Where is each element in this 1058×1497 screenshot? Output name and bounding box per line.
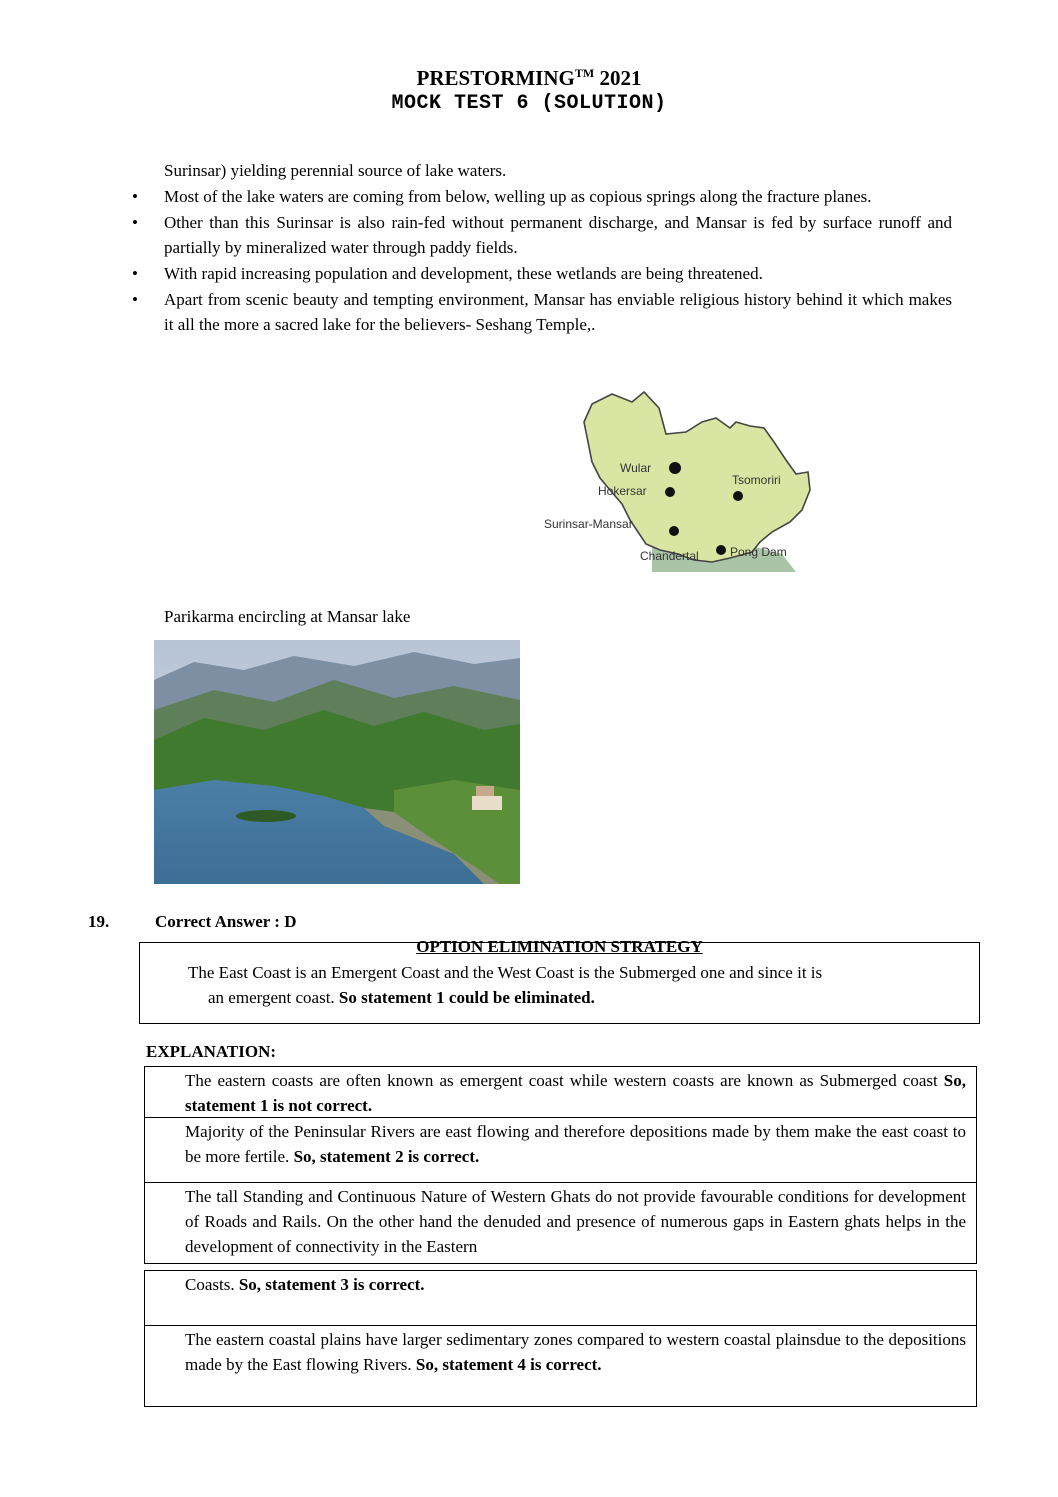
elimination-text-line1: The East Coast is an Emergent Coast and the West Coast is the Submerged one and since it is xyxy=(188,963,823,982)
explanation-row: The tall Standing and Continuous Nature of Western Ghats do not provide favourable conditions for development of Roads and Rails. On the other hand the denuded and presence of numerous gaps in Eastern ghats helps in the development of connectivity in the Eastern xyxy=(144,1182,977,1264)
map-label-tsomoriri: Tsomoriri xyxy=(732,473,781,487)
map-label-surinsar-mansar: Surinsar-Mansar xyxy=(544,517,633,531)
map-label-wular: Wular xyxy=(620,461,652,475)
bullet-item: • Apart from scenic beauty and tempting environment, Mansar has enviable religious history behind it which makes it all the more a sacred lake for the believers- Seshang Temple,. xyxy=(132,287,952,337)
elimination-text-line2: an emergent coast. So statement 1 could be eliminated. xyxy=(208,988,595,1007)
document-title: PRESTORMING™ 2021 xyxy=(416,66,642,90)
elimination-conclusion: So statement 1 could be eliminated. xyxy=(338,988,595,1007)
map-label-hokersar: Hokersar xyxy=(598,484,647,498)
correct-answer: Correct Answer : D xyxy=(155,912,297,931)
bullet-item: • With rapid increasing population and development, these wetlands are being threatened. xyxy=(132,261,952,286)
document-subtitle: MOCK TEST 6 (SOLUTION) xyxy=(391,92,667,115)
hokersar-marker xyxy=(665,487,675,497)
explanation-row: Majority of the Peninsular Rivers are east flowing and therefore depositions made by them make the east coast to be more fertile. So, statement 2 is correct. xyxy=(144,1117,977,1183)
wetlands-map xyxy=(534,382,816,572)
explanation-row: The eastern coasts are often known as emergent coast while western coasts are known as Submerged coast So, statement 1 is not correct. xyxy=(144,1066,977,1118)
bullet-list xyxy=(132,184,952,338)
pong-dam-marker xyxy=(716,545,726,555)
wular-marker xyxy=(669,462,681,474)
elimination-title: OPTION ELIMINATION STRATEGY xyxy=(416,937,703,956)
explanation-row: Coasts. So, statement 3 is correct. xyxy=(144,1270,977,1326)
option-elimination-box xyxy=(139,937,980,1024)
map-label-chandertal: Chandertal xyxy=(640,549,699,563)
tsomoriri-marker xyxy=(733,491,743,501)
bullet-item: • Most of the lake waters are coming from below, welling up as copious springs along the fracture planes. xyxy=(132,184,952,209)
surinsar-mansar-marker xyxy=(669,526,679,536)
mansar-lake-photo xyxy=(154,640,520,884)
question-number: 19. xyxy=(88,912,110,931)
intro-line: Surinsar) yielding perennial source of lake waters. xyxy=(164,161,507,180)
explanation-row: The eastern coastal plains have larger sedimentary zones compared to western coastal plainsdue to the depositions made by the East flowing Rivers. So, statement 4 is correct. xyxy=(144,1325,977,1407)
trademark-mark: TM xyxy=(574,66,595,80)
explanation-heading: EXPLANATION: xyxy=(146,1042,277,1061)
bullet-item: • Other than this Surinsar is also rain-fed without permanent discharge, and Mansar is fed by surface runoff and partially by mineralized water through paddy fields. xyxy=(132,210,952,260)
map-label-pong-dam: Pong Dam xyxy=(730,545,787,559)
photo-caption: Parikarma encircling at Mansar lake xyxy=(164,607,411,626)
